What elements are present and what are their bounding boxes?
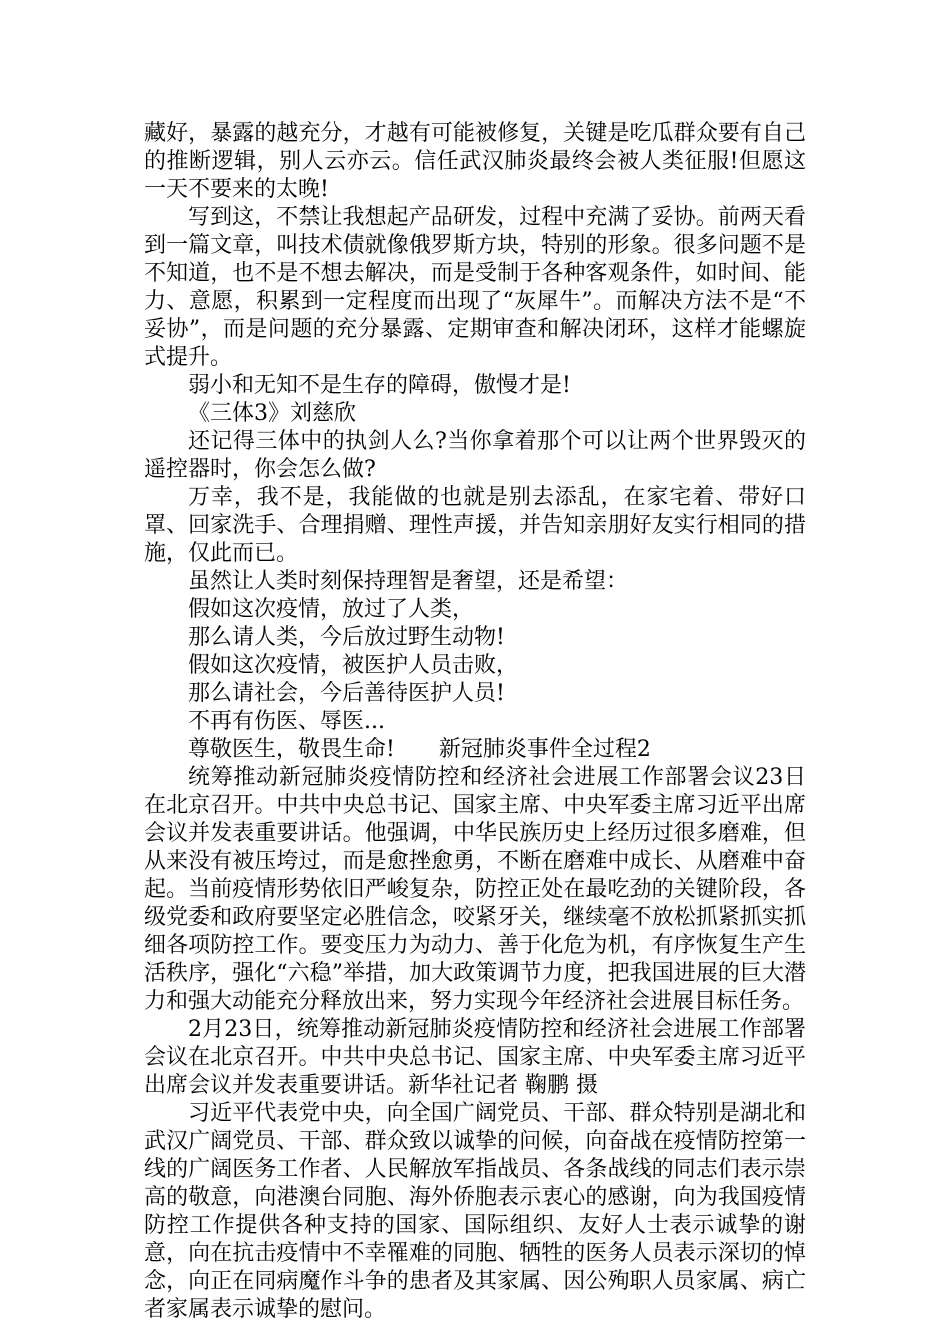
paragraph: 万幸，我不是，我能做的也就是别去添乱，在家宅着、带好口罩、回家洗手、合理捐赠、理性声援，并告知亲朋好友实行相同的措施，仅此而已。 [144, 485, 806, 566]
closing-line: 尊敬医生，敬畏生命! [188, 737, 395, 762]
verse-line: 那么请社会，今后善待医护人员! [188, 681, 505, 706]
quote-line: 弱小和无知不是生存的障碍，傲慢才是! [188, 373, 571, 398]
paragraph: 统筹推动新冠肺炎疫情防控和经济社会进展工作部署会议23日在北京召开。中共中央总书记、国家主席、中央军委主席习近平出席会议并发表重要讲话。他强调，中华民族历史上经历过很多磨难，但从来没有被压垮过，而是愈挫愈勇，不断在磨难中成长、从磨难中奋起。当前疫情形势依旧严峻复杂，防控正处在最吃劲的关键阶段，各级党委和政府要坚定必胜信念，咬紧牙关，继续毫不放松抓紧抓实抓细各项防控工作。要变压力为动力、善于化危为机，有序恢复生产生活秩序，强化“六稳”举措，加大政策调节力度，把我国进展的巨大潜力和强大动能充分释放出来，努力实现今年经济社会进展目标任务。 [144, 765, 806, 1014]
section-title: 新冠肺炎事件全过程2 [438, 737, 651, 762]
verse-line: 那么请人类，今后放过野生动物! [188, 625, 505, 650]
paragraph: 写到这，不禁让我想起产品研发，过程中充满了妥协。前两天看到一篇文章，叫技术债就像俄罗斯方块，特别的形象。很多问题不是不知道，也不是不想去解决，而是受制于各种客观条件，如时间、能力、意愿，积累到一定程度而出现了“灰犀牛”。而解决方法不是“不妥协”，而是问题的充分暴露、定期审查和解决闭环，这样才能螺旋式提升。 [144, 205, 806, 370]
paragraph: 习近平代表党中央，向全国广阔党员、干部、群众特别是湖北和武汉广阔党员、干部、群众致以诚挚的问候，向奋战在疫情防控第一线的广阔医务工作者、人民解放军指战员、各条战线的同志们表示崇高的敬意，向港澳台同胞、海外侨胞表示衷心的感谢，向为我国疫情防控工作提供各种支持的国家、国际组织、友好人士表示诚挚的谢意，向在抗击疫情中不幸罹难的同胞、牺牲的医务人员表示深切的悼念，向正在同病魔作斗争的患者及其家属、因公殉职人员家属、病亡者家属表示诚挚的慰问。 [144, 1101, 806, 1322]
quote-source: 《三体3》刘慈欣 [188, 401, 356, 426]
verse-line: 假如这次疫情，放过了人类， [188, 597, 475, 622]
verse-line: 不再有伤医、辱医... [188, 709, 385, 734]
paragraph: 还记得三体中的执剑人么?当你拿着那个可以让两个世界毁灭的遥控器时，你会怎么做? [144, 429, 806, 482]
verse-line: 假如这次疫情，被医护人员击败， [188, 653, 519, 678]
photo-caption: 2月23日，统筹推动新冠肺炎疫情防控和经济社会进展工作部署会议在北京召开。中共中央总书记、国家主席、中央军委主席习近平出席会议并发表重要讲话。新华社记者 鞠鹏 摄 [144, 1017, 806, 1098]
mixed-line [144, 736, 806, 764]
paragraph: 虽然让人类时刻保持理智是奢望，还是希望： [188, 569, 629, 594]
document-page [144, 120, 806, 1324]
paragraph: 藏好，暴露的越充分，才越有可能被修复，关键是吃瓜群众要有自己的推断逻辑，别人云亦云。信任武汉肺炎最终会被人类征服!但愿这一天不要来的太晚! [144, 121, 806, 202]
